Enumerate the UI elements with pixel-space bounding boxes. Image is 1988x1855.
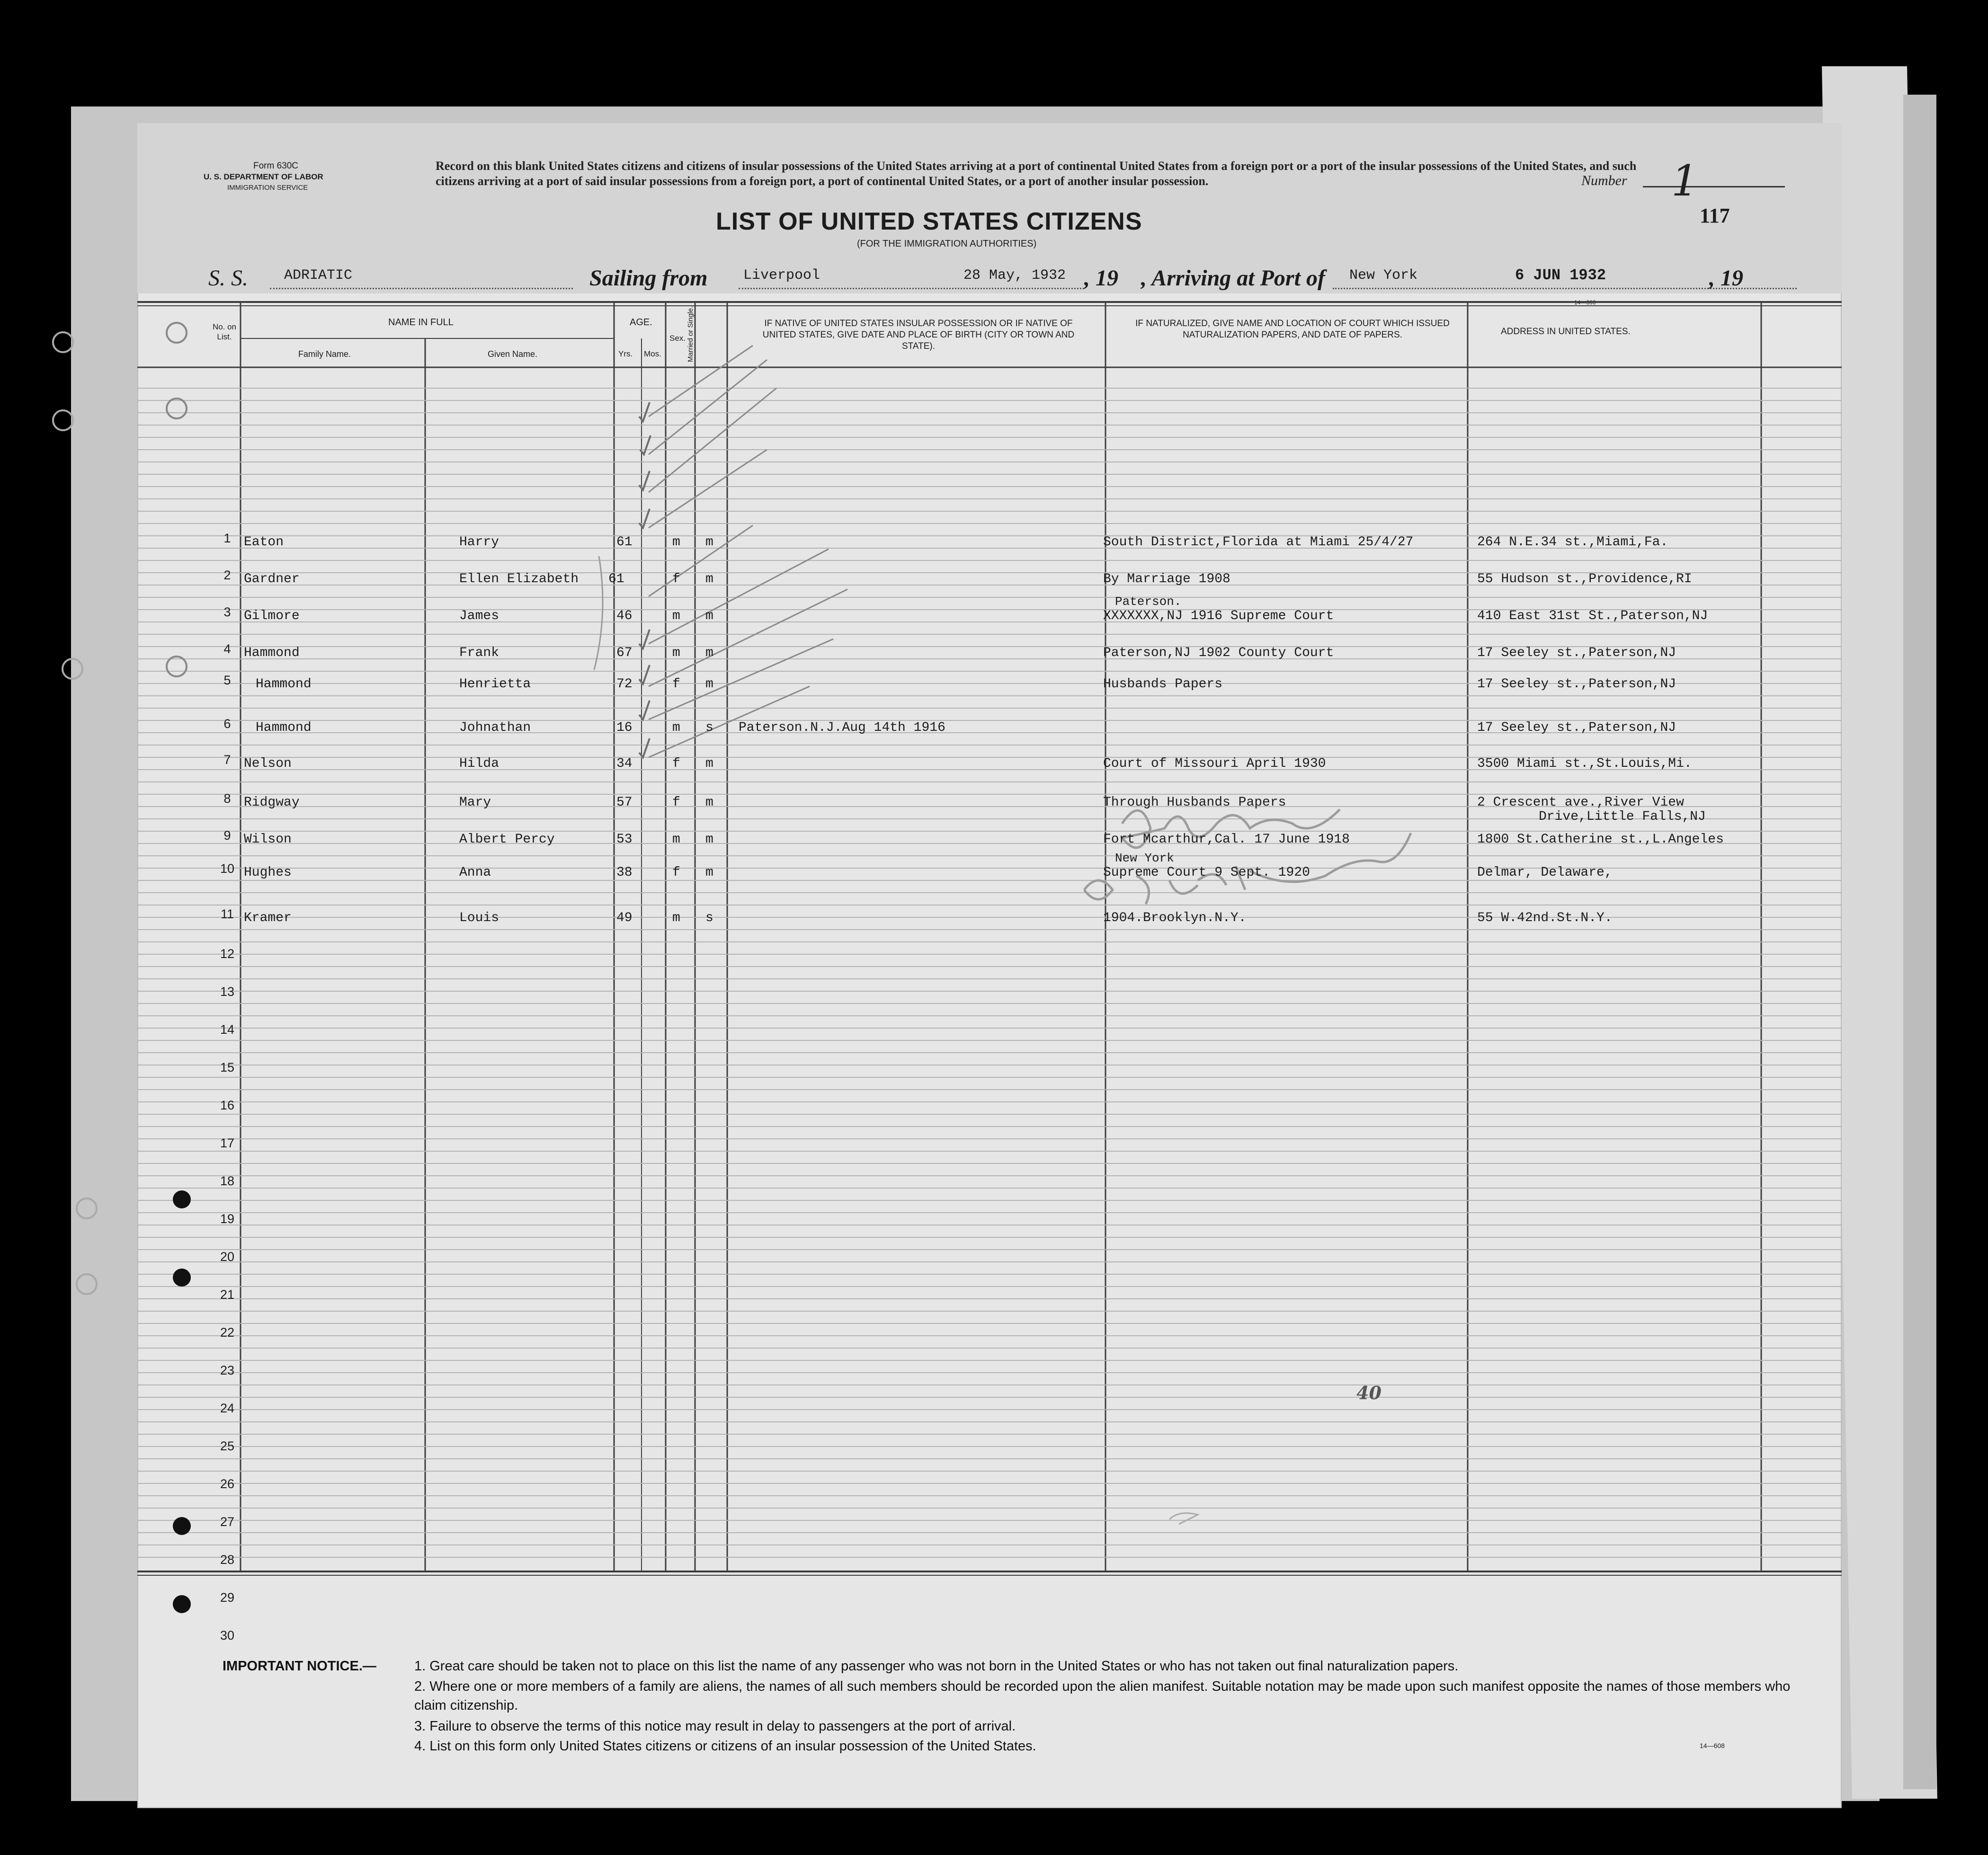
mark-30 [1169,1513,1198,1524]
sex: m [672,535,680,550]
number-value: 1 [1671,156,1699,206]
form-intro-text: Record on this blank United States citizens and citizens of insular possessions of the United States arriving at a port of continental United States from a foreign port or a port of the insular possessions of the United States, and such citizens arriving at a port of said insular possessions from a foreign port, a port of continental United States, or a port of another insular possession. [436,159,1637,188]
address: 2 Crescent ave.,River View [1477,795,1684,810]
family-name: Hammond [256,677,312,692]
sex: f [672,572,680,586]
age-years: 38 [616,865,633,880]
col-age: AGE. [630,317,652,328]
family-name: Hammond [256,720,312,735]
row-number: 4 [223,642,231,656]
married-or-single: m [705,677,713,692]
empty-row-number: 27 [220,1515,235,1529]
given-name: Mary [459,795,491,810]
empty-row-number: 23 [220,1363,235,1377]
row-number: 6 [223,717,231,731]
address: 1800 St.Catherine st.,L.Angeles [1477,832,1724,847]
arriving-label: , Arriving at Port of [1141,266,1325,291]
address: 17 Seeley st.,Paterson,NJ [1477,720,1676,735]
notice-item-4: 4. List on this form only United States citizens or citizens of an insular possession of the United States. [414,1739,1036,1754]
row-number: 5 [223,673,231,687]
address: Delmar, Delaware, [1477,865,1613,880]
address: 17 Seeley st.,Paterson,NJ [1477,646,1676,660]
binder-ring-6 [62,658,83,680]
family-name: Wilson [244,832,292,847]
binder-hole-2 [173,1269,191,1287]
given-name: James [459,609,499,623]
address: 3500 Miami st.,St.Louis,Mi. [1477,756,1692,771]
row-number: 8 [223,791,231,806]
naturalization-court: Paterson,NJ 1902 County Court [1103,646,1334,660]
sailing-label: Sailing from [589,266,708,291]
age-years: 34 [616,756,633,771]
notice-item-3: 3. Failure to observe the terms of this notice may result in delay to passengers at the port of arrival. [414,1719,1016,1734]
binder-ring-5 [52,409,74,431]
form-title: LIST OF UNITED STATES CITIZENS [716,208,1142,235]
binder-ring-7 [76,1198,98,1219]
back-sheet-3 [1903,95,1936,1789]
age-years: 57 [616,795,633,810]
form-number: Form 630C [253,161,299,171]
number-label: Number [1581,173,1627,188]
empty-row-number: 21 [220,1287,235,1302]
given-name: Albert Percy [459,832,555,847]
form-service: IMMIGRATION SERVICE [227,184,308,192]
given-name: Hilda [459,756,499,771]
family-name: Eaton [244,535,284,550]
col-no-on-list: No. on List. [212,322,237,341]
col-naturalized: IF NATURALIZED, GIVE NAME AND LOCATION OF COURT WHICH ISSUED NATURALIZATION PAPERS, AND DATE OF PAPERS. [1135,319,1450,340]
binder-ring-2 [166,398,187,419]
sex: m [672,832,680,847]
naturalization-court: Husbands Papers [1103,677,1223,692]
empty-row-number: 22 [220,1325,235,1340]
family-name: Hughes [244,865,292,880]
married-or-single: m [705,609,713,623]
given-name: Ellen Elizabeth [459,572,579,586]
col-married-or-single: Married or Single. [686,306,695,362]
sex: m [672,720,680,735]
col-given-name: Given Name. [488,349,538,359]
binder-ring-3 [166,656,187,677]
empty-row-number: 16 [220,1098,235,1112]
married-or-single: m [705,535,713,550]
naturalization-court: Through Husbands Papers [1103,795,1286,810]
family-name: Gardner [244,572,300,586]
naturalization-court: By Marriage 1908 [1103,572,1230,586]
family-name: Hammond [244,646,300,660]
form-subtitle: (FOR THE IMMIGRATION AUTHORITIES) [857,239,1037,249]
notice-item-1: 1. Great care should be taken not to place on this list the name of any passenger who was not born in the United States or who has not taken out final naturalization papers. [414,1659,1459,1674]
ship-name: ADRIATIC [284,267,353,284]
family-name: Kramer [244,911,292,925]
empty-row-number: 26 [220,1477,235,1491]
given-name: Johnathan [459,720,531,735]
married-or-single: s [705,720,713,735]
table-frame [137,302,1842,1575]
binder-hole-4 [173,1595,191,1613]
address: 17 Seeley st.,Paterson,NJ [1477,677,1676,692]
form-sheet [137,123,1842,1808]
naturalization-court: 1904.Brooklyn.N.Y. [1103,911,1247,925]
empty-row-number: 25 [220,1439,235,1453]
arrival-date-stamp: 6 JUN 1932 [1515,266,1606,284]
col-family-name: Family Name. [298,349,351,359]
sex: m [672,646,680,660]
given-name: Harry [459,535,499,550]
notice-heading: IMPORTANT NOTICE.— [223,1659,376,1674]
sex: f [672,865,680,880]
married-or-single: m [705,795,713,810]
row-number: 7 [223,753,231,767]
age-years: 61 [608,572,624,586]
col-insular-birth: IF NATIVE OF UNITED STATES INSULAR POSSESSION OR IF NATIVE OF UNITED STATES, GIVE DATE AND PLACE OF BIRTH (CITY OR TOWN AND STATE). [762,319,1075,351]
sex: m [672,609,680,623]
year-prefix-2: , 19 [1709,266,1743,291]
empty-row-number: 29 [220,1590,235,1605]
naturalization-court: Court of Missouri April 1930 [1103,756,1326,771]
married-or-single: m [705,572,713,586]
naturalization-court: Fort Mcarthur,Cal. 17 June 1918 [1103,832,1350,847]
binder-ring-4 [52,331,74,353]
arrival-port: New York [1349,267,1418,284]
stray-mark: 40 [1356,1382,1382,1403]
col-address: ADDRESS IN UNITED STATES. [1501,327,1631,337]
empty-row-number: 30 [220,1628,235,1642]
empty-row-number: 28 [220,1553,235,1567]
footer-code: 14—608 [1700,1742,1725,1749]
married-or-single: m [705,832,713,847]
sailing-port: Liverpool [743,267,820,284]
address: 264 N.E.34 st.,Miami,Fa. [1477,535,1668,550]
col-name-in-full: NAME IN FULL [388,317,454,328]
naturalization-court: XXXXXXX,NJ 1916 Supreme Court [1103,609,1334,623]
age-years: 46 [616,609,633,623]
naturalization-note: New York [1115,851,1174,865]
empty-row-number: 20 [220,1250,235,1264]
row-number: 3 [223,605,231,619]
empty-row-number: 17 [220,1136,235,1150]
sex: f [672,677,680,692]
col-mos: Mos. [644,349,661,358]
age-years: 16 [616,720,633,735]
married-or-single: m [705,756,713,771]
given-name: Henrietta [459,677,531,692]
sex: m [672,911,680,925]
row-number: 10 [220,861,235,876]
empty-row-number: 14 [220,1022,235,1037]
print-code: 14—606 [1574,299,1596,306]
sex: f [672,756,680,771]
empty-row-number: 18 [220,1174,235,1188]
naturalization-note: Paterson. [1115,595,1182,609]
age-years: 61 [616,535,633,550]
married-or-single: m [705,646,713,660]
place-of-birth: Paterson.N.J.Aug 14th 1916 [739,720,945,735]
row-number: 11 [220,907,234,921]
binder-hole-3 [173,1517,191,1535]
empty-row-number: 13 [220,985,235,999]
row-number: 9 [223,828,231,843]
given-name: Louis [459,911,499,925]
col-sex: Sex. [669,334,686,343]
married-or-single: s [705,911,713,925]
binder-ring-8 [76,1273,98,1295]
empty-row-number: 24 [220,1401,235,1415]
address: 410 East 31st St.,Paterson,NJ [1477,609,1708,623]
married-or-single: m [705,865,713,880]
address: 55 W.42nd.St.N.Y. [1477,911,1613,925]
row-number: 1 [223,531,231,545]
manifest-grid [137,123,1842,1808]
empty-row-number: 19 [220,1212,235,1226]
ss-label: S. S. [208,266,248,291]
col-yrs: Yrs. [618,349,633,358]
address: 55 Hudson st.,Providence,RI [1477,572,1692,586]
empty-row-number: 15 [220,1060,235,1074]
family-name: Nelson [244,756,292,771]
given-name: Frank [459,646,499,660]
page-number: 117 [1700,204,1730,227]
binder-hole-1 [173,1190,191,1208]
notice-item-2: 2. Where one or more members of a family are aliens, the names of all such members should be recorded upon the alien manifest. Suitable notation may be made upon such manifest opposite the names of those members who claim citizenship. [414,1679,1791,1713]
age-years: 67 [616,646,633,660]
family-name: Gilmore [244,609,300,623]
address-line-2: Drive,Little Falls,NJ [1539,809,1706,824]
empty-row-number: 12 [220,947,235,961]
row-number: 2 [223,568,231,582]
binder-ring-1 [166,322,187,344]
sailing-date: 28 May, 1932 [963,267,1066,284]
sex: f [672,795,680,810]
naturalization-court: Supreme Court 9 Sept. 1920 [1103,865,1310,880]
age-years: 72 [616,677,633,692]
age-years: 53 [616,832,633,847]
year-prefix-1: , 19 [1084,266,1118,291]
naturalization-court: South District,Florida at Miami 25/4/27 [1103,535,1414,550]
given-name: Anna [459,865,491,880]
row-rules [137,388,1842,1557]
form-department: U. S. DEPARTMENT OF LABOR [204,172,323,181]
age-years: 49 [616,911,633,925]
family-name: Ridgway [244,795,300,810]
